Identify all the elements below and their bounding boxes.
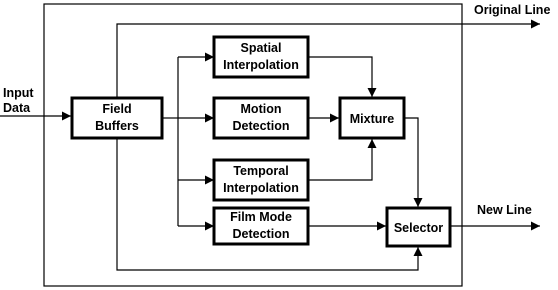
mixture-block (340, 98, 404, 138)
selector-block (387, 208, 450, 246)
temporal-to-mixture-arrow (308, 139, 372, 180)
temporal-interpolation-label-1: Temporal (233, 164, 289, 178)
spatial-interpolation-label-1: Spatial (240, 41, 282, 55)
field-buffers-block (72, 98, 162, 138)
film-mode-detection-block (214, 208, 308, 244)
film-mode-detection-label-2: Detection (232, 227, 290, 241)
input-data-label-1: Input (3, 86, 34, 100)
input-data-label-2: Data (3, 101, 31, 115)
temporal-interpolation-label-2: Interpolation (223, 181, 299, 195)
bypass-to-selector-arrow (117, 138, 418, 270)
spatial-to-mixture-arrow (308, 57, 372, 97)
motion-detection-block (214, 98, 308, 138)
mixture-to-selector-arrow (404, 118, 418, 207)
spatial-interpolation-block (214, 37, 308, 77)
motion-detection-label-2: Detection (232, 119, 290, 133)
original-line-label: Original Line (474, 3, 551, 17)
selector-label: Selector (393, 221, 444, 235)
original-line-arrow (117, 24, 540, 98)
mixture-label: Mixture (349, 112, 395, 126)
spatial-interpolation-label-2: Interpolation (223, 58, 299, 72)
film-mode-detection-label-1: Film Mode (230, 210, 292, 224)
temporal-interpolation-block (214, 160, 308, 200)
new-line-label: New Line (477, 203, 532, 217)
motion-detection-label-1: Motion (240, 102, 282, 116)
field-buffers-label-2: Buffers (95, 119, 139, 133)
field-buffers-label-1: Field (102, 102, 132, 116)
